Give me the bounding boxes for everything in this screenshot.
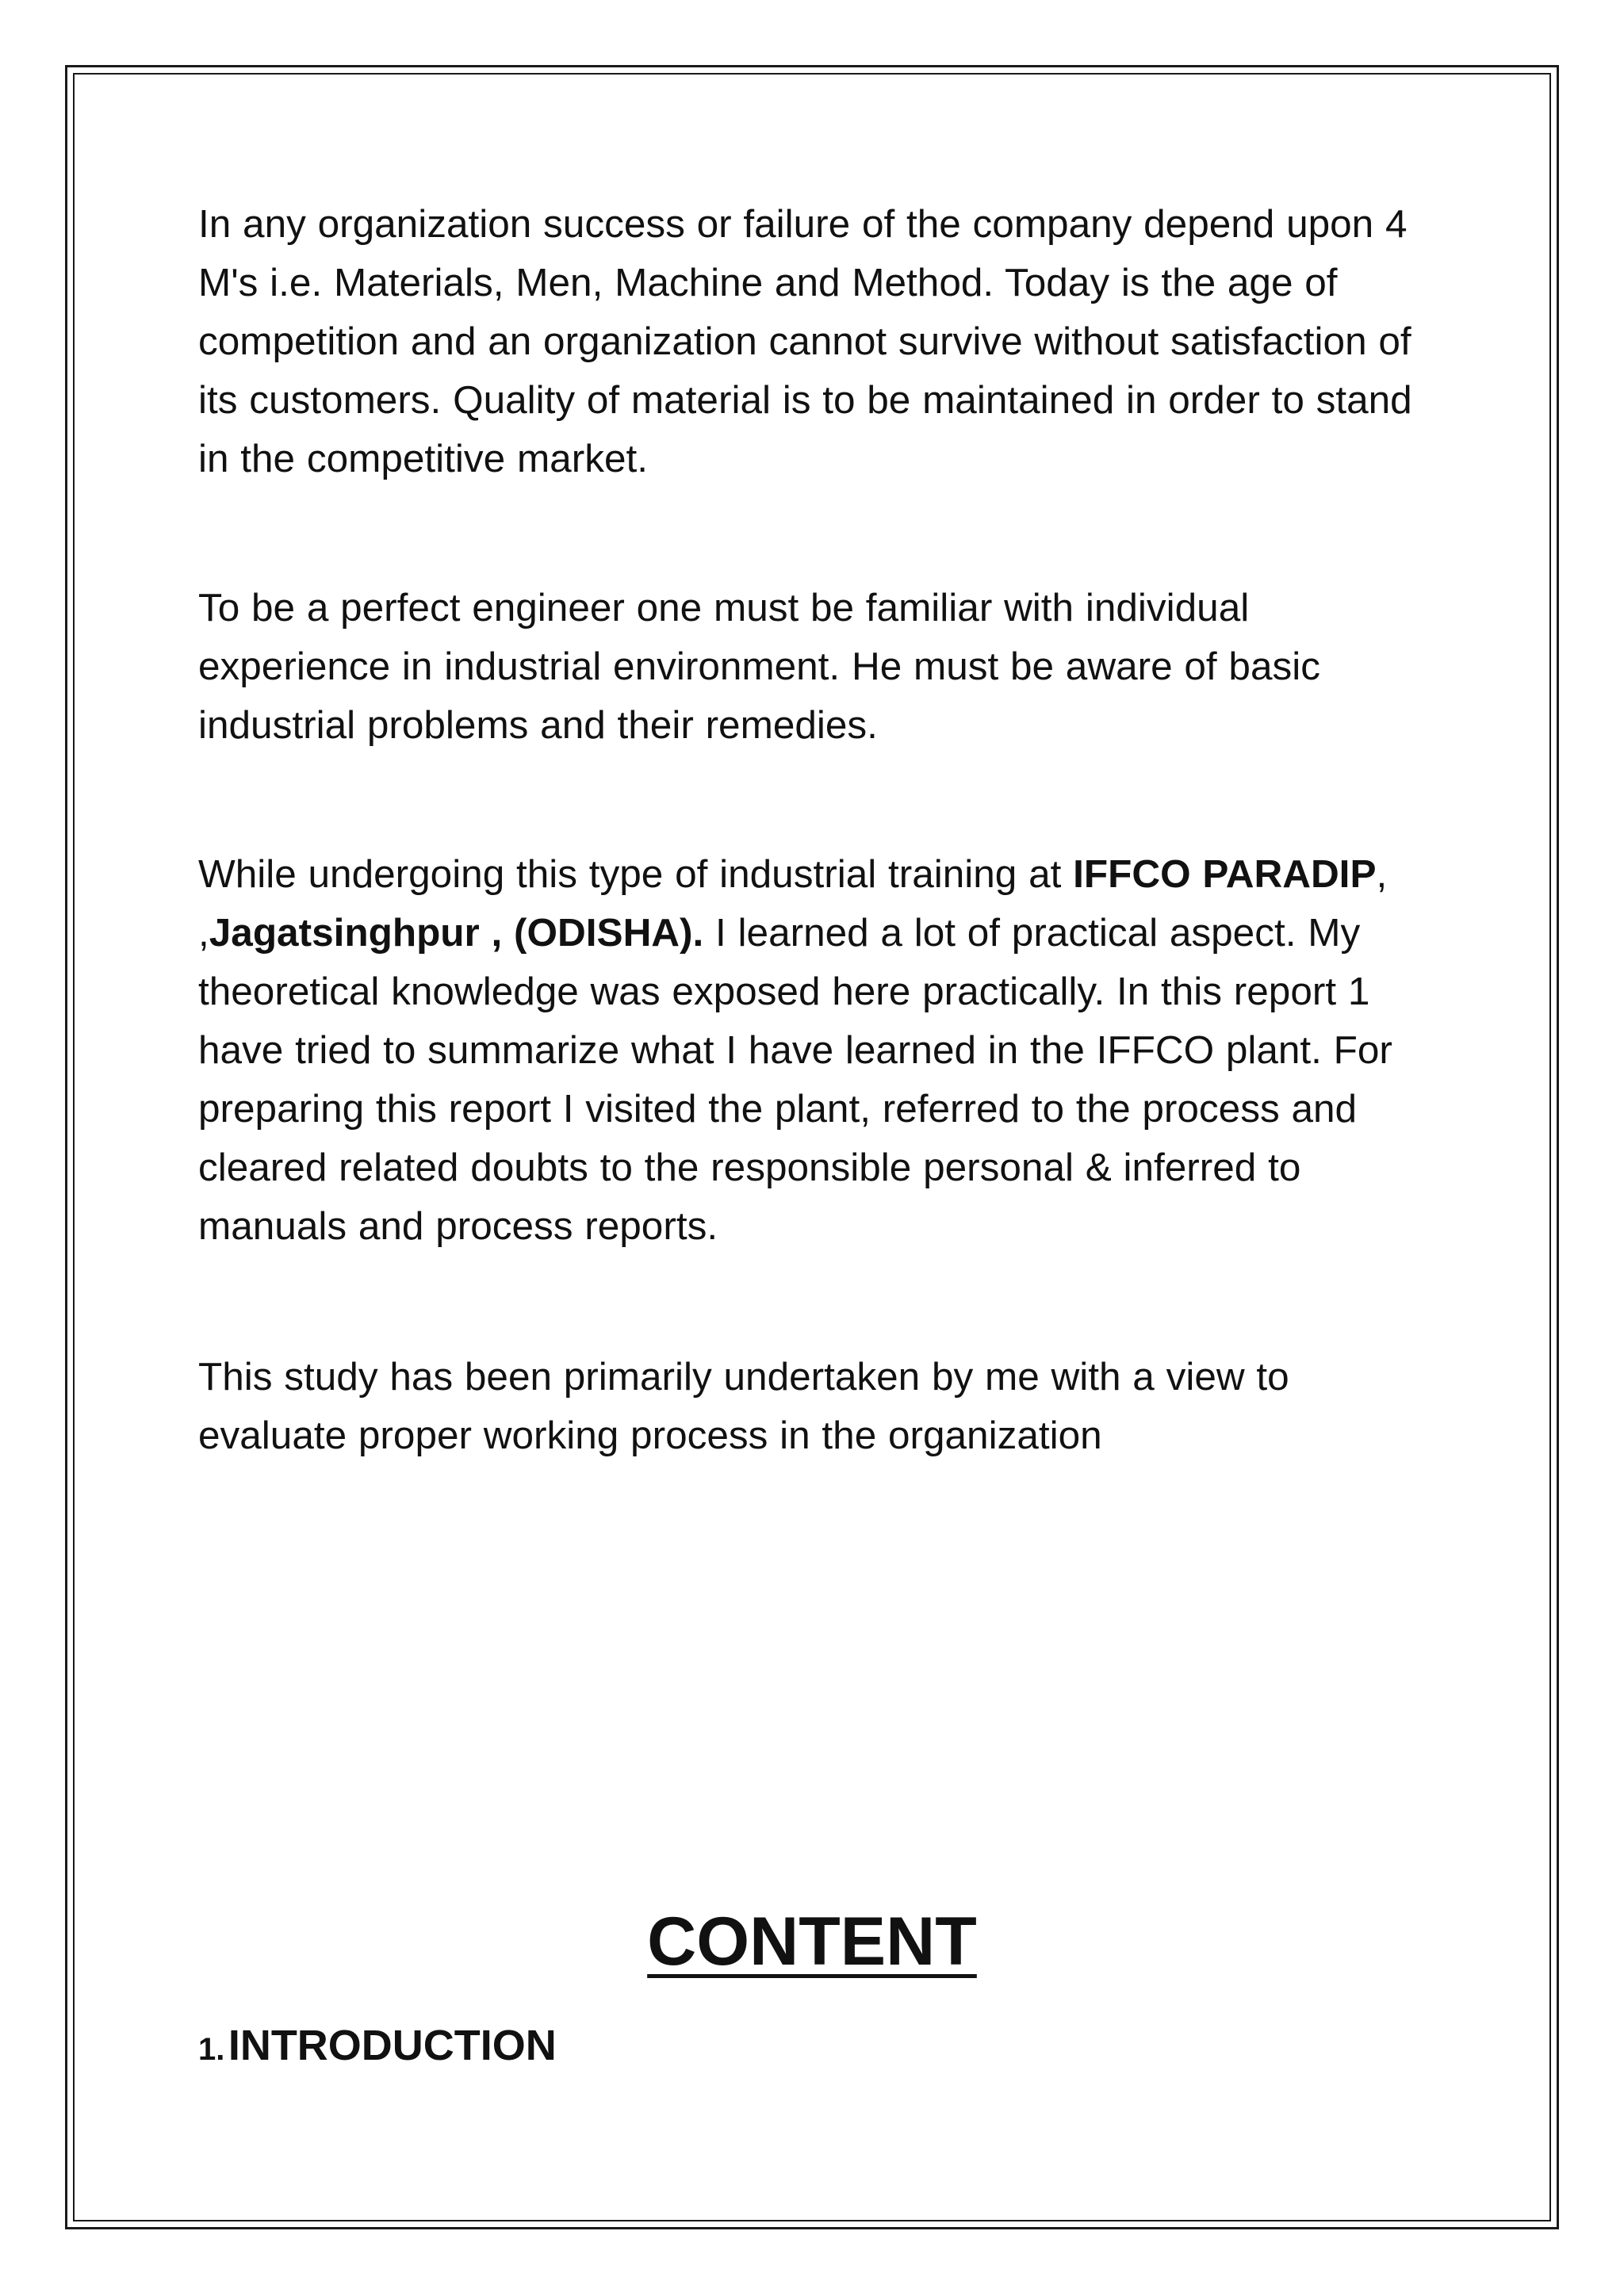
location-name: Jagatsinghpur , (ODISHA). — [209, 911, 704, 955]
content-heading — [0, 1898, 1624, 1985]
toc-item-introduction — [198, 2014, 557, 2088]
paragraph-intro: In any organization success or failure of the company depend upon 4 M's i.e. Materials, Men, Machine and Method. Today is the age of competition and an organization cannot survive without satisfaction of its customers. Quality of material is to be maintained in order to stand in the competitive market. — [198, 202, 1412, 480]
paragraph-training-text-1: While undergoing this type of industrial training at — [198, 852, 1074, 896]
toc-item-label: INTRODUCTION — [228, 2022, 557, 2069]
paragraph-training-punct: , , — [198, 852, 1388, 955]
paragraph-training-text-2: I learned a lot of practical aspect. My theoretical knowledge was exposed here practically. In this report 1 have tried to summarize what I have learned in the IFFCO plant. For preparing this report I visited the plant, referred to the process and cleared related doubts to the responsible personal & inferred to manuals and process reports. — [198, 911, 1392, 1248]
content-heading-text: CONTENT — [647, 1904, 977, 1980]
company-name: IFFCO PARADIP — [1073, 852, 1377, 896]
paragraph-study: This study has been primarily undertaken by me with a view to evaluate proper working process in the organization — [198, 1355, 1289, 1457]
paragraph-training — [198, 845, 1435, 1256]
toc-item-number: 1. — [198, 2032, 225, 2067]
paragraph-engineer: To be a perfect engineer one must be familiar with individual experience in industrial environment. He must be aware of basic industrial problems and their remedies. — [198, 586, 1320, 747]
